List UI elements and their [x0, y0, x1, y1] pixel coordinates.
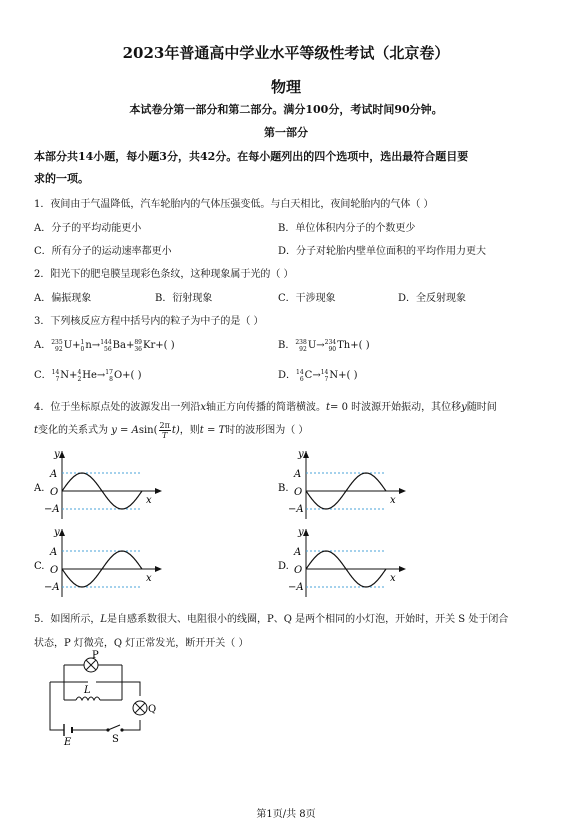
page-footer: 第1页/共 8页: [256, 809, 316, 820]
svg-text:−A: −A: [288, 504, 304, 515]
q1-option-a[interactable]: A．分子的平均动能更小: [34, 223, 142, 234]
svg-text:A: A: [50, 469, 58, 480]
q2-option-b[interactable]: B．衍射现象: [155, 293, 213, 304]
q4-option-c-graph[interactable]: [34, 527, 164, 603]
q5-stem-line-1: 5．如图所示，L是自感系数很大、电阻很小的线圈，P、Q 是两个相同的小灯泡，开始时，开关 S 处于闭合: [34, 614, 509, 625]
q5-circuit-diagram: [30, 650, 160, 749]
option-label: A．: [34, 340, 52, 351]
q2-option-c[interactable]: C．干涉现象: [278, 293, 336, 304]
svg-text:−A: −A: [44, 582, 60, 593]
svg-text:x: x: [146, 573, 152, 584]
option-label: C．: [34, 370, 52, 381]
q1-stem: 1．夜间由于气温降低，汽车轮胎内的气体压强变低。与白天相比，夜间轮胎内的气体（ ）: [34, 199, 434, 210]
q4-stem-line-1: 4．位于坐标原点处的波源发出一列沿x轴正方向传播的简谐横波。t= 0 时波源开始振动，其位移y随时间: [34, 402, 497, 413]
q4-stem-line-2: t变化的关系式为 y = Asin( $\frac{2\pi}{T}$ t)，则t = T时的波形图为（ ）: [34, 421, 309, 440]
svg-text:y: y: [298, 527, 304, 538]
q3-option-c[interactable]: C． 14 7 N+ 4 2 He→ 17 8 O+( ): [34, 368, 142, 383]
svg-text:x: x: [390, 573, 396, 584]
q3-option-a[interactable]: A． 235 92 U+ 1 0 n→ 144 56 Ba+ 89 36 Kr+( ): [34, 338, 175, 353]
q2-option-d[interactable]: D．全反射现象: [398, 293, 467, 304]
svg-text:x: x: [390, 495, 396, 506]
option-letter: B.: [278, 483, 289, 494]
inductor-icon: [76, 697, 100, 700]
q2-option-a[interactable]: A．偏振现象: [34, 293, 92, 304]
svg-text:O: O: [294, 487, 303, 498]
subject-title: 物理: [270, 78, 301, 96]
svg-text:O: O: [294, 565, 303, 576]
svg-text:A: A: [50, 547, 58, 558]
wave-plot-d: [278, 527, 408, 599]
svg-text:E: E: [64, 737, 72, 745]
wave-plot-c: [34, 527, 164, 599]
part-heading: 第一部分: [264, 126, 308, 139]
svg-text:O: O: [50, 565, 59, 576]
wave-plot-a: [34, 449, 164, 521]
option-label: D．: [278, 370, 297, 381]
q3-option-b[interactable]: B． 238 92 U→ 234 90 Th+( ): [278, 338, 370, 353]
q1-option-b[interactable]: B．单位体积内分子的个数更少: [278, 223, 416, 234]
q5-stem-line-2: 状态，P 灯微亮，Q 灯正常发光，断开开关（ ）: [34, 638, 249, 649]
exam-intro: 本试卷分第一部分和第二部分。满分100分，考试时间90分钟。: [129, 103, 443, 116]
svg-text:A: A: [294, 469, 302, 480]
instructions-line-1: 本部分共14小题，每小题3分，共42分。在每小题列出的四个选项中，选出最符合题目要: [34, 150, 469, 163]
svg-text:A: A: [294, 547, 302, 558]
q1-option-c[interactable]: C．所有分子的运动速率都更小: [34, 246, 172, 257]
svg-text:−A: −A: [288, 582, 304, 593]
svg-text:L: L: [84, 685, 91, 696]
q3-option-d[interactable]: D． 14 6 C→ 14 7 N+( ): [278, 368, 358, 383]
svg-text:y: y: [54, 527, 60, 538]
option-letter: C.: [34, 561, 45, 572]
q4-option-a-graph[interactable]: [34, 449, 164, 525]
q1-option-d[interactable]: D．分子对轮胎内壁单位面积的平均作用力更大: [278, 246, 487, 257]
option-letter: D.: [278, 561, 289, 572]
exam-title: 2023年普通高中学业水平等级性考试（北京卷）: [122, 44, 450, 62]
svg-text:S: S: [112, 734, 119, 745]
q2-stem: 2．阳光下的肥皂膜呈现彩色条纹，这种现象属于光的（ ）: [34, 269, 294, 280]
option-label: B．: [278, 340, 296, 351]
instructions-line-2: 求的一项。: [34, 172, 89, 185]
svg-text:P: P: [92, 650, 99, 661]
q3-stem: 3．下列核反应方程中括号内的粒子为中子的是（ ）: [34, 316, 264, 327]
q4-option-d-graph[interactable]: [278, 527, 408, 603]
svg-text:x: x: [146, 495, 152, 506]
svg-text:Q: Q: [148, 704, 157, 715]
svg-text:−A: −A: [44, 504, 60, 515]
svg-text:O: O: [50, 487, 59, 498]
option-letter: A.: [34, 483, 45, 494]
q4-option-b-graph[interactable]: [278, 449, 408, 525]
wave-plot-b: [278, 449, 408, 521]
svg-text:y: y: [298, 449, 304, 460]
svg-text:y: y: [54, 449, 60, 460]
